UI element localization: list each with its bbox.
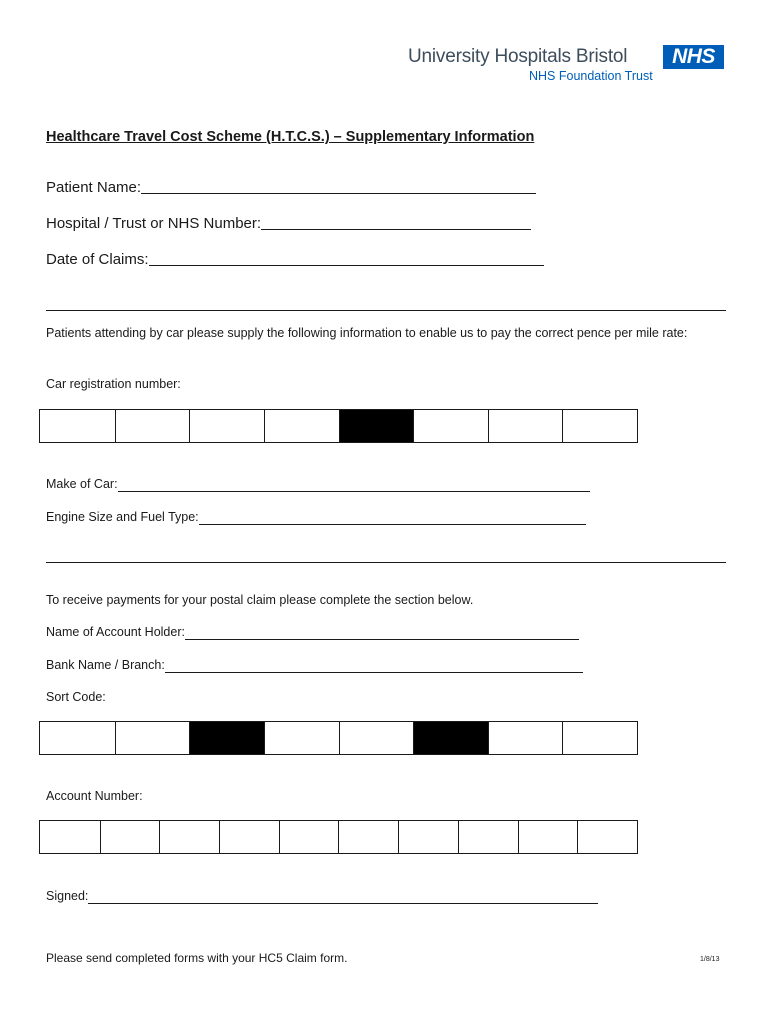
engine-size-label: Engine Size and Fuel Type:	[46, 510, 199, 524]
patient-name-label: Patient Name:	[46, 179, 142, 196]
patient-name-field[interactable]	[46, 179, 536, 196]
make-of-car-line[interactable]	[118, 477, 590, 492]
signature-field[interactable]	[46, 889, 598, 904]
account-number-box-4[interactable]	[219, 821, 279, 853]
account-number-box-9[interactable]	[518, 821, 578, 853]
account-number-box-7[interactable]	[398, 821, 458, 853]
date-of-claims-label: Date of Claims:	[46, 251, 149, 268]
account-number-box-1[interactable]	[40, 821, 100, 853]
bank-name-label: Bank Name / Branch:	[46, 658, 165, 672]
registration-box-6[interactable]	[413, 410, 488, 442]
account-number-box-2[interactable]	[100, 821, 160, 853]
engine-size-line[interactable]	[199, 510, 586, 525]
make-of-car-field[interactable]	[46, 477, 590, 492]
hospital-number-field[interactable]	[46, 215, 531, 232]
account-number-box-10[interactable]	[577, 821, 637, 853]
hospital-number-line[interactable]	[261, 215, 531, 230]
sort-code-box-7[interactable]	[488, 722, 563, 754]
account-number-box-6[interactable]	[338, 821, 398, 853]
account-holder-line[interactable]	[185, 625, 579, 640]
sort-code-boxes[interactable]	[39, 721, 638, 755]
car-intro-text: Patients attending by car please supply the following information to enable us to pay the correct pence per mile rate:	[46, 326, 688, 340]
registration-box-1[interactable]	[40, 410, 115, 442]
bank-intro-text: To receive payments for your postal claim please complete the section below.	[46, 593, 474, 607]
car-registration-boxes[interactable]	[39, 409, 638, 443]
sort-code-box-1[interactable]	[40, 722, 115, 754]
bank-name-field[interactable]	[46, 658, 583, 673]
registration-box-2[interactable]	[115, 410, 190, 442]
footer-note: Please send completed forms with your HC5 Claim form.	[46, 951, 348, 965]
engine-size-field[interactable]	[46, 510, 586, 525]
registration-box-8[interactable]	[562, 410, 637, 442]
registration-box-4[interactable]	[264, 410, 339, 442]
section-divider	[46, 562, 726, 563]
signature-line[interactable]	[88, 889, 598, 904]
sort-code-box-5[interactable]	[339, 722, 414, 754]
section-divider	[46, 310, 726, 311]
account-holder-label: Name of Account Holder:	[46, 625, 185, 639]
footer-version-date: 1/8/13	[700, 956, 720, 963]
trust-subtitle: NHS Foundation Trust	[529, 69, 653, 83]
account-holder-field[interactable]	[46, 625, 579, 640]
sort-code-label: Sort Code:	[46, 690, 106, 704]
account-number-boxes[interactable]	[39, 820, 638, 854]
signed-label: Signed:	[46, 889, 89, 903]
registration-box-3[interactable]	[189, 410, 264, 442]
registration-box-7[interactable]	[488, 410, 563, 442]
date-of-claims-field[interactable]	[46, 251, 544, 268]
trust-name: University Hospitals Bristol	[408, 46, 628, 67]
make-of-car-label: Make of Car:	[46, 477, 118, 491]
account-number-box-8[interactable]	[458, 821, 518, 853]
sort-code-box-2[interactable]	[115, 722, 190, 754]
registration-box-5	[339, 410, 414, 442]
form-title: Healthcare Travel Cost Scheme (H.T.C.S.) – Supplementary Information	[46, 129, 535, 145]
account-number-box-5[interactable]	[279, 821, 339, 853]
bank-name-line[interactable]	[165, 658, 583, 673]
nhs-logo: NHS	[663, 45, 724, 69]
account-number-box-3[interactable]	[159, 821, 219, 853]
sort-code-box-4[interactable]	[264, 722, 339, 754]
car-registration-label: Car registration number:	[46, 377, 181, 391]
sort-code-box-3	[189, 722, 264, 754]
sort-code-box-8[interactable]	[562, 722, 637, 754]
account-number-label: Account Number:	[46, 789, 143, 803]
date-of-claims-line[interactable]	[149, 251, 544, 266]
sort-code-box-6	[413, 722, 488, 754]
patient-name-line[interactable]	[141, 179, 536, 194]
hospital-number-label: Hospital / Trust or NHS Number:	[46, 215, 262, 232]
